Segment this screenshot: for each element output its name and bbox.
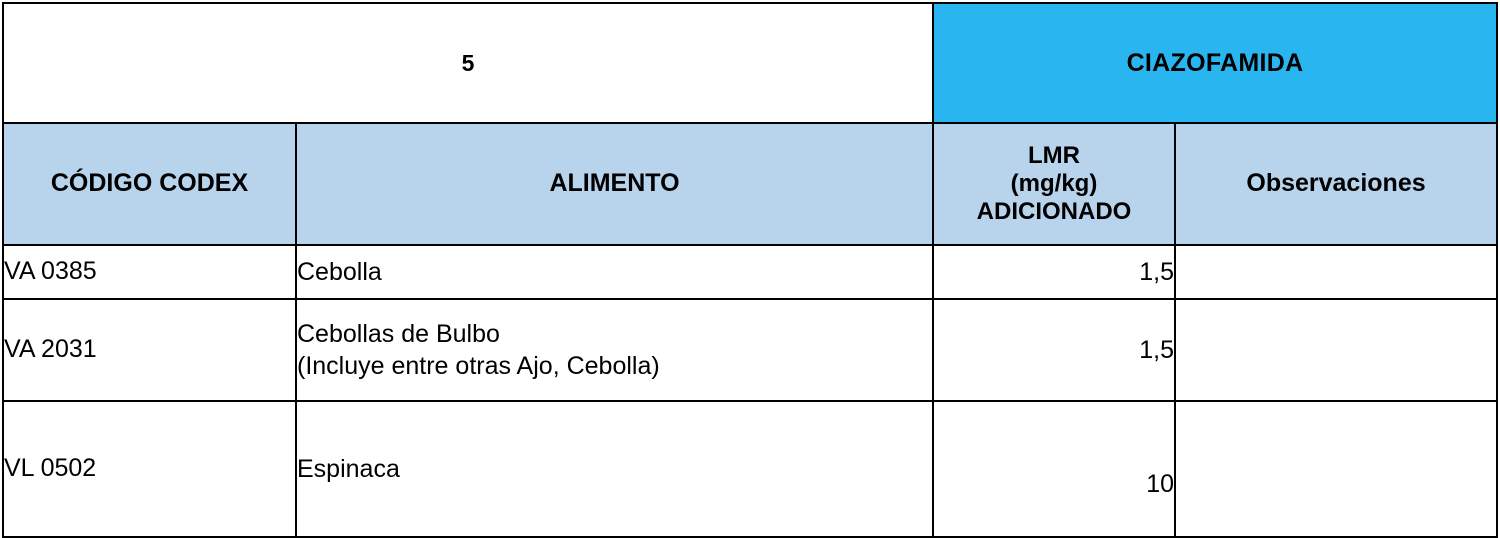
cell-observaciones — [1175, 245, 1497, 299]
header-codigo-codex: CÓDIGO CODEX — [3, 123, 296, 245]
document-page — [0, 2, 1500, 510]
header-alimento: ALIMENTO — [296, 123, 933, 245]
table-row — [3, 299, 1497, 401]
cell-alimento-line2: (Incluye entre otras Ajo, Cebolla) — [297, 352, 660, 380]
cell-codigo: VA 2031 — [3, 299, 296, 401]
cell-alimento — [296, 245, 933, 299]
substance-name-cell: CIAZOFAMIDA — [933, 3, 1497, 123]
cell-observaciones — [1175, 401, 1497, 537]
table-row — [3, 245, 1497, 299]
cell-codigo: VL 0502 — [3, 401, 296, 537]
cell-lmr: 1,5 — [933, 245, 1175, 299]
header-lmr-adicionado — [933, 123, 1175, 245]
cell-lmr: 1,5 — [933, 299, 1175, 401]
header-lmr-line2: (mg/kg) — [1010, 169, 1098, 197]
cell-alimento-line1: Cebollas de Bulbo — [297, 320, 500, 348]
cell-observaciones — [1175, 299, 1497, 401]
table-number-cell: 5 — [3, 3, 933, 123]
table-row — [3, 401, 1497, 537]
table-header-row — [3, 123, 1497, 245]
cell-codigo: VA 0385 — [3, 245, 296, 299]
cell-alimento — [296, 401, 933, 537]
header-lmr-line3: ADICIONADO — [976, 198, 1132, 226]
header-lmr-line1: LMR — [1028, 141, 1080, 169]
cell-alimento-line1: Cebolla — [297, 258, 382, 286]
cell-alimento — [296, 299, 933, 401]
pesticide-lmr-table — [2, 2, 1498, 538]
cell-alimento-line1: Espinaca — [297, 455, 400, 483]
table-banner-row — [3, 3, 1497, 123]
header-observaciones: Observaciones — [1175, 123, 1497, 245]
cell-lmr: 10 — [933, 401, 1175, 537]
